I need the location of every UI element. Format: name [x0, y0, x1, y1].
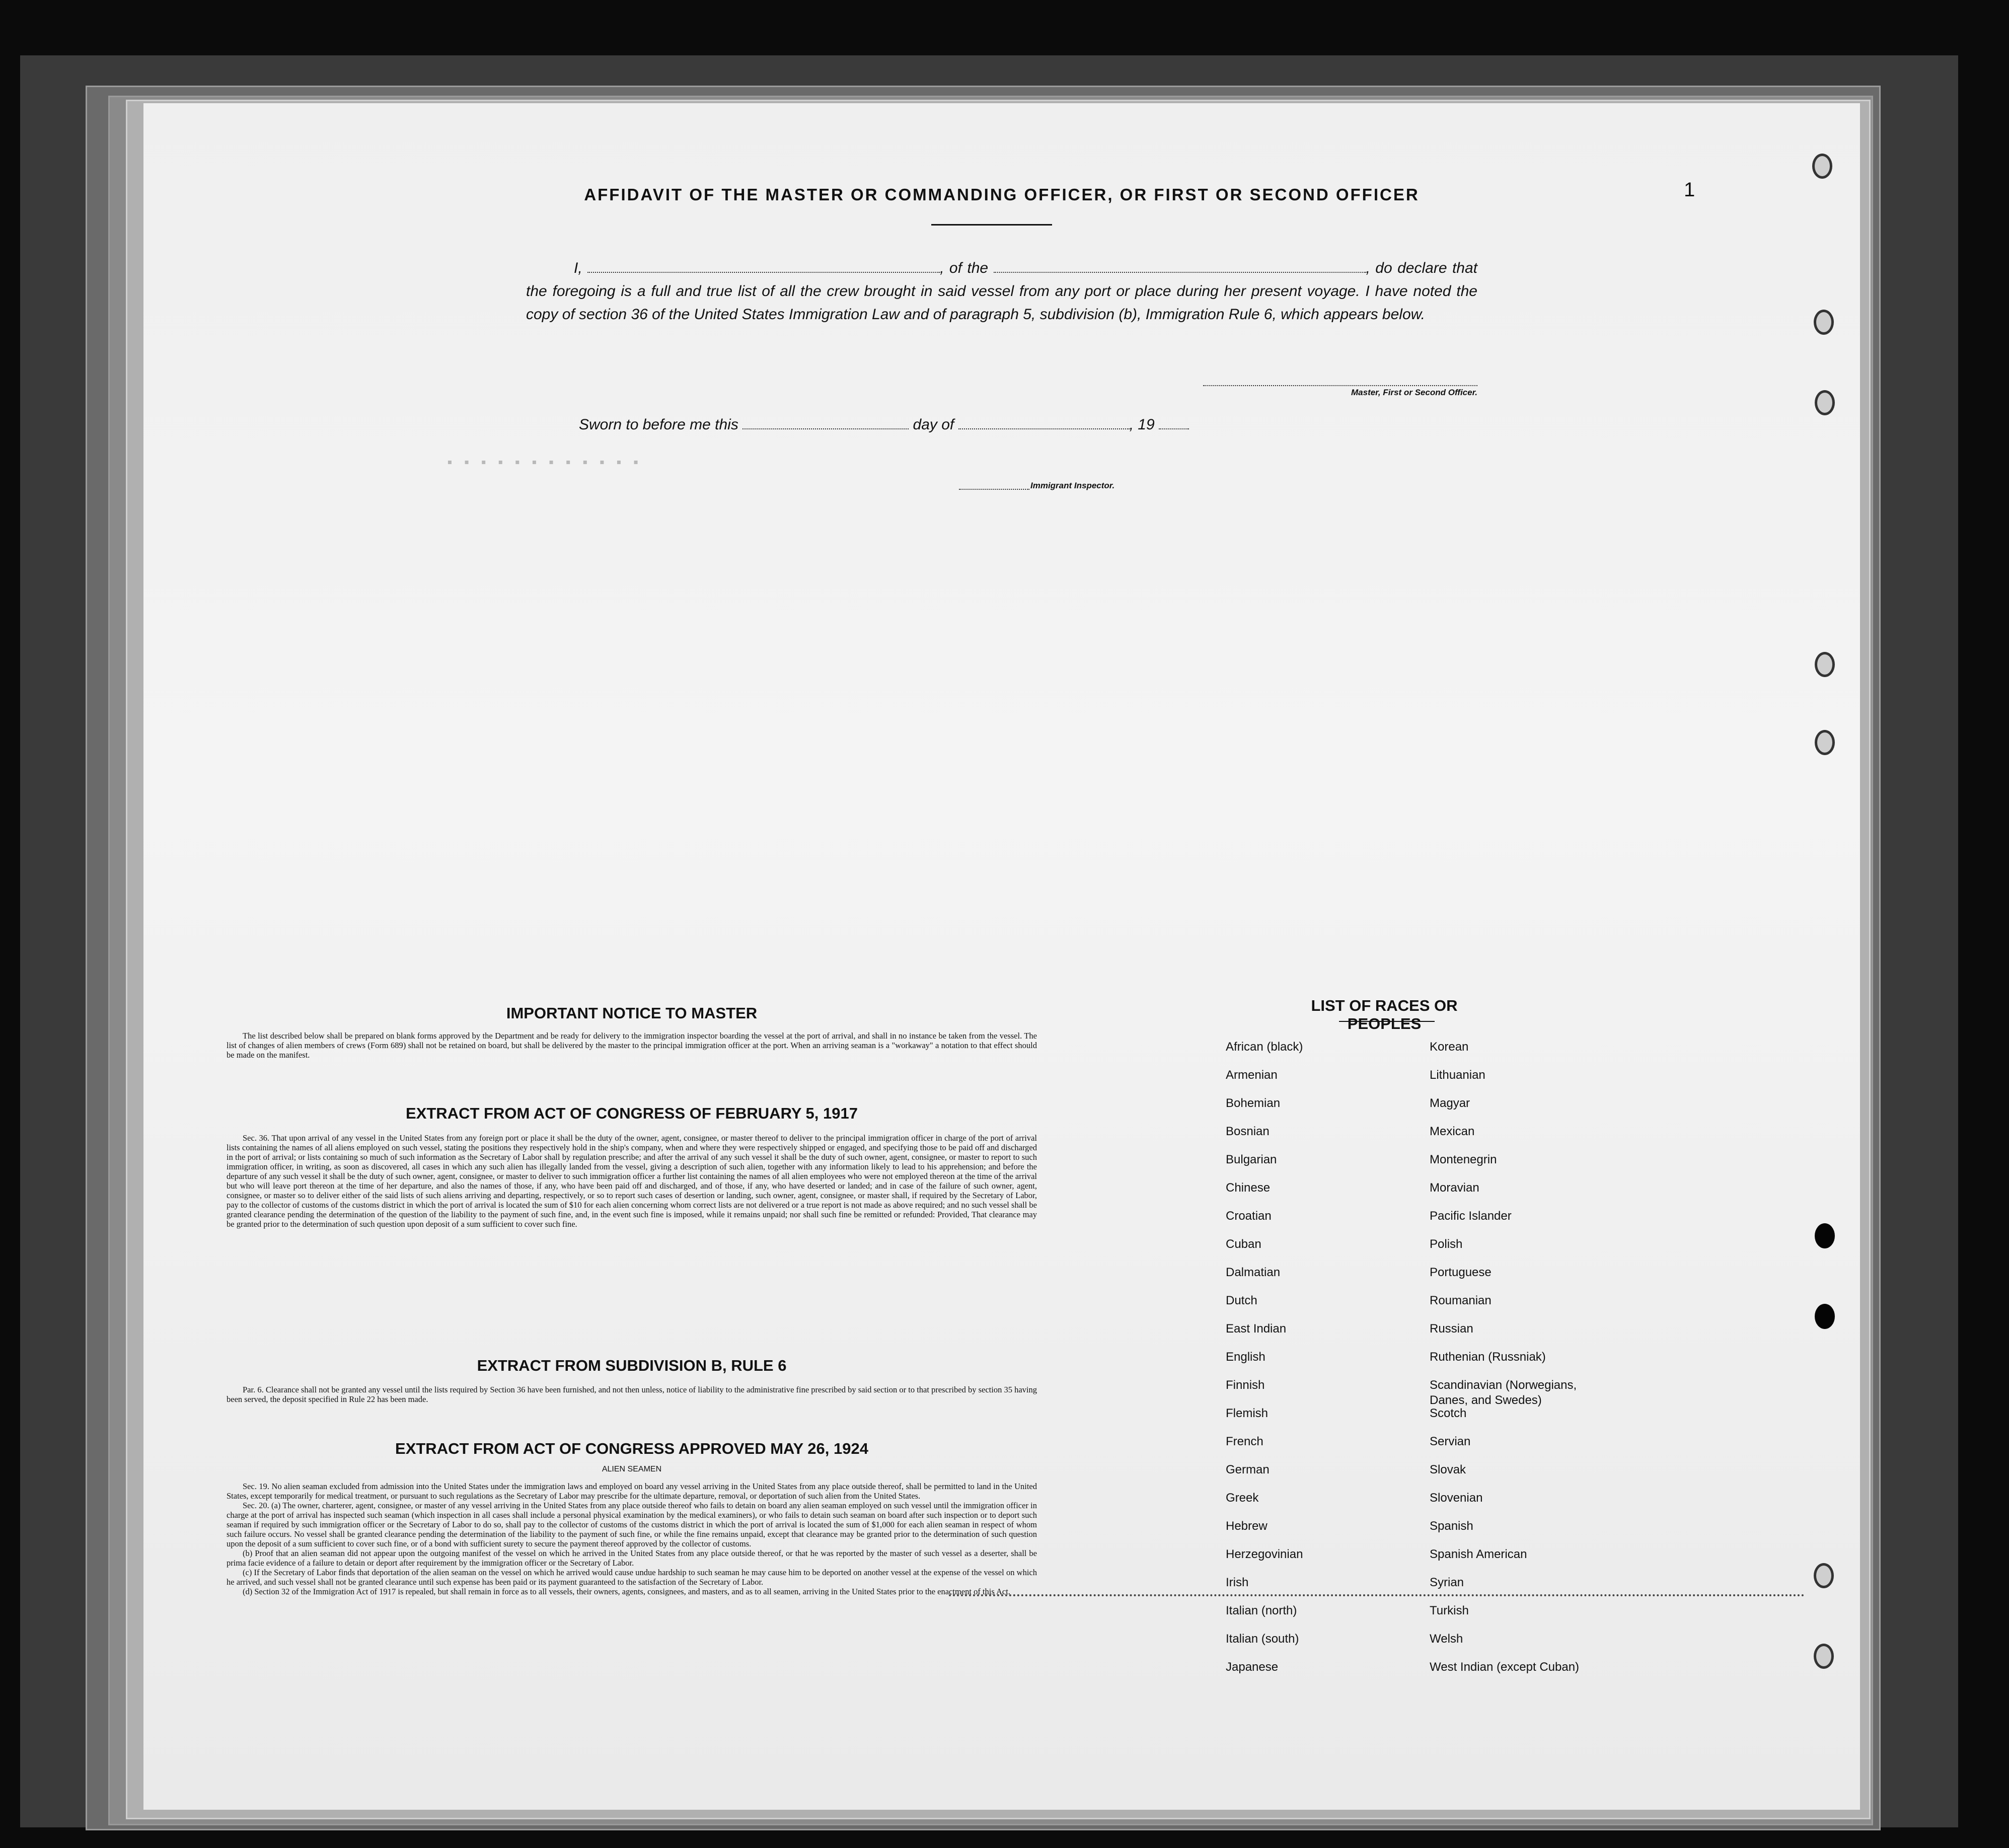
race-item: Ruthenian (Russniak) [1430, 1350, 1546, 1364]
sworn-year-field[interactable] [1159, 415, 1189, 429]
sworn-day-of: day of [913, 416, 954, 433]
race-item: Herzegovinian [1226, 1547, 1303, 1561]
race-item: Slovenian [1430, 1491, 1483, 1505]
race-item: Italian (south) [1226, 1632, 1299, 1646]
race-item: Moravian [1430, 1181, 1479, 1195]
punch-hole [1815, 1223, 1835, 1248]
punch-hole [1815, 730, 1835, 755]
races-heading: LIST OF RACES OR PEOPLES [1311, 997, 1458, 1032]
race-item: Turkish [1430, 1604, 1469, 1617]
race-item: German [1226, 1463, 1270, 1476]
punch-hole [1812, 154, 1832, 179]
race-item: Mexican [1430, 1125, 1475, 1138]
race-item: Scotch [1430, 1407, 1467, 1420]
race-item: Irish [1226, 1576, 1249, 1589]
race-item: Welsh [1430, 1632, 1463, 1646]
race-item: Bohemian [1226, 1096, 1281, 1110]
races-underline [1339, 1021, 1435, 1022]
punch-hole [1814, 310, 1834, 335]
sworn-day-field[interactable] [742, 415, 909, 429]
race-item: Russian [1430, 1322, 1473, 1336]
affidavit-of-the: , of the [940, 260, 989, 276]
races-right-column [1430, 1040, 1691, 1688]
bleed-through-row: ▪ ▪ ▪ ▪ ▪ ▪ ▪ ▪ ▪ ▪ ▪ ▪ [445, 456, 640, 471]
sec-20b-paragraph: (b) Proof that an alien seaman did not appear upon the outgoing manifest of the vessel on which he arrived in the United States from any place outside thereof, or that he was reported by the master of such vessel as a deserter, shall be prima facie evidence of a failure to detain or deport after requirement by the immigration officer or the Secretary of Labor. [227, 1548, 1037, 1568]
affidavit-text [526, 257, 1477, 326]
notice-paragraph: The list described below shall be prepared on blank forms approved by the Department and be ready for delivery to the immigration inspector boarding the vessel at the port of arrival, and shall in no instance be taken from the vessel. The list of changes of alien members of crews (Form 689) shall not be retained on board, but shall be delivered by the master to the principal immigration officer at the port. When an arriving seaman is a "workaway" a notation to that effect should be made on the manifest. [227, 1031, 1037, 1060]
sec-36-paragraph: Sec. 36. That upon arrival of any vessel in the United States from any foreign port or place it shall be the duty of the owner, agent, consignee, or master thereof to deliver to the principal immigration officer in charge of the port of arrival lists containing the names of all aliens employed on such vessel, stating the positions they respectively hold in the ship's company, when and where they were respectively shipped or engaged, and specifying those to be paid off and discharged in the port of arrival; or lists containing so much of such information as the Secretary of Labor shall by regulation prescribe; and after the arrival of any such vessel it shall be the duty of such owner, agent, consignee, or master to report to such immigration officer, in writing, as soon as discovered, all cases in which any such alien has illegally landed from the vessel, giving a description of such alien, together with any information likely to lead to his apprehension; and before the departure of any such vessel it shall be the duty of such owner, agent, consignee, or master to deliver to such immigration officer a further list containing the names of all alien employees who were not employed thereon at the time of the arrival but who will leave port thereon at the time of her departure, and also the names of those, if any, who have been paid off and discharged, and of those, if any, who have deserted or landed; and in case of the failure of such owner, agent, consignee, or master so to deliver either of the said lists of such aliens arriving and departing, respectively, or so to report such cases of desertion or landing, such owner, agent, consignee, or master shall, if required by the Secretary of Labor, pay to the collector of customs of the customs district in which the port of arrival is located the sum of $10 for each alien concerning whom correct lists are not delivered or a true report is not made as above required; and no such vessel shall be granted clearance pending the determination of the question of the liability to the payment of such fine, and, in the event such fine is imposed, while it remains unpaid; nor shall such fine be remitted or refunded: Provided, That clearance may be granted prior to the determination of such question upon deposit of a sum sufficient to cover such fine. [227, 1133, 1037, 1229]
sworn-line [579, 415, 1189, 433]
punch-hole [1814, 1563, 1834, 1588]
race-item: Magyar [1430, 1096, 1470, 1110]
race-item: Lithuanian [1430, 1068, 1485, 1082]
affidavit-do-declare: , do declare [1366, 260, 1447, 276]
affidavit-body: that the foregoing is a full and true list of all the crew brought in said vessel from any port or place during her present voyage. I have noted the copy of section 36 of the United States Immigration Law and of paragraph 5, subdivision (b), Immigration Rule 6, which appears below. [526, 260, 1478, 323]
vessel-name-field[interactable] [994, 259, 1366, 273]
race-item: English [1226, 1350, 1266, 1364]
race-item: Japanese [1226, 1660, 1279, 1674]
race-item: Pacific Islander [1430, 1209, 1512, 1223]
inspector-label: Immigrant Inspector. [1030, 481, 1115, 490]
race-item: Spanish American [1430, 1547, 1527, 1561]
punch-hole [1814, 1644, 1834, 1669]
race-item: Flemish [1226, 1407, 1269, 1420]
race-item: Scandinavian (Norwegians, Danes, and Swedes) [1430, 1378, 1577, 1407]
race-item: Cuban [1226, 1237, 1261, 1251]
signature-label: Master, First or Second Officer. [1351, 388, 1477, 397]
inspector-signature-field[interactable] [959, 489, 1029, 490]
extract-rule6-text [227, 1385, 1037, 1404]
race-item: Dutch [1226, 1294, 1257, 1307]
race-item: East Indian [1226, 1322, 1287, 1336]
notice-text [227, 1031, 1037, 1060]
notice-heading: IMPORTANT NOTICE TO MASTER [506, 1004, 758, 1022]
race-item: Bulgarian [1226, 1153, 1277, 1166]
punch-hole [1815, 652, 1835, 677]
race-item: French [1226, 1435, 1263, 1448]
race-item: Croatian [1226, 1209, 1272, 1223]
punch-hole [1815, 390, 1835, 415]
race-item: Italian (north) [1226, 1604, 1297, 1617]
race-item: Syrian [1430, 1576, 1464, 1589]
extract-1924-text [227, 1482, 1037, 1596]
sec-20d-paragraph: (d) Section 32 of the Immigration Act of 1917 is repealed, but shall remain in force as to all vessels, their owners, agents, consignees, and masters, and as to all seamen, arriving in the United States prior to the enactment of this Act. [243, 1587, 1010, 1596]
race-item: West Indian (except Cuban) [1430, 1660, 1580, 1674]
race-item: Korean [1430, 1040, 1469, 1054]
affidavit-title: AFFIDAVIT OF THE MASTER OR COMMANDING OFFICER, OR FIRST OR SECOND OFFICER [584, 185, 1420, 204]
extract-1924-heading: EXTRACT FROM ACT OF CONGRESS APPROVED MAY 26, 1924 [395, 1440, 868, 1457]
extract-rule6-heading: EXTRACT FROM SUBDIVISION B, RULE 6 [477, 1357, 787, 1374]
race-item: Greek [1226, 1491, 1259, 1505]
race-item: Finnish [1226, 1378, 1265, 1392]
alien-seamen-subheading: ALIEN SEAMEN [602, 1465, 662, 1473]
form-page [143, 103, 1860, 1810]
title-underline [931, 224, 1052, 226]
race-item: Servian [1430, 1435, 1471, 1448]
race-item: Armenian [1226, 1068, 1278, 1082]
race-item: Roumanian [1430, 1294, 1492, 1307]
race-item: Dalmatian [1226, 1266, 1281, 1279]
extract-1917-heading: EXTRACT FROM ACT OF CONGRESS OF FEBRUARY 5, 1917 [406, 1104, 858, 1122]
punch-hole [1815, 1304, 1835, 1329]
race-item: African (black) [1226, 1040, 1303, 1054]
par-6-paragraph: Par. 6. Clearance shall not be granted any vessel until the lists required by Section 36 have been furnished, and not then unless, notice of liability to the administrative fine prescribed by said section or to that prescribed by section 35 having been served, the deposit specified in Rule 22 has been made. [227, 1385, 1037, 1404]
officer-name-field[interactable] [587, 259, 940, 273]
race-item: Spanish [1430, 1519, 1473, 1533]
affidavit-i: I, [574, 260, 582, 276]
sworn-year-prefix: , 19 [1129, 416, 1155, 433]
race-item: Bosnian [1226, 1125, 1270, 1138]
race-item: Chinese [1226, 1181, 1271, 1195]
dotted-divider [949, 1594, 1805, 1596]
sec-20c-paragraph: (c) If the Secretary of Labor finds that deportation of the alien seaman on the vessel on which he arrived would cause undue hardship to such seaman he may cause him to be deported on another vessel at the expense of the vessel on which he arrived, and such vessel shall not be granted clearance until such expense has been paid or its payment guaranteed to the satisfaction of the Secretary of Labor. [227, 1568, 1037, 1587]
race-item: Hebrew [1226, 1519, 1268, 1533]
races-left-column [1226, 1040, 1417, 1688]
sec-20a-paragraph: Sec. 20. (a) The owner, charterer, agent, consignee, or master of any vessel arriving in the United States from any place outside thereof who fails to detain on board any alien seaman employed on such vessel until the immigration officer in charge at the port of arrival has inspected such seaman (which inspection in all cases shall include a personal physical examination by the medical examiners), or who fails to detain such seaman on board after such inspection or to deport such seaman if required by such immigration officer or the Secretary of Labor to do so, shall pay to the collector of customs of the customs district in which the port of arrival is located the sum of $1,000 for each alien seaman in respect of whom such failure occurs. No vessel shall be granted clearance pending the determination of the liability to the payment of such fine, or while the fine remains unpaid, except that clearance may be granted prior to the determination of such question upon the deposit of a sum sufficient to cover such fine, or of a bond with sufficient surety to secure the payment thereof approved by the collector of customs. [227, 1501, 1037, 1548]
race-item: Polish [1430, 1237, 1463, 1251]
sec-19-paragraph: Sec. 19. No alien seaman excluded from admission into the United States under the immigration laws and employed on board any vessel arriving in the United States from any place outside thereof, shall be permitted to land in the United States, except temporarily for medical treatment, or pursuant to such regulations as the Secretary of Labor may prescribe for the ultimate departure, removal, or deportation of such alien from the United States. [227, 1482, 1037, 1501]
sworn-prefix: Sworn to before me this [579, 416, 738, 433]
race-item: Slovak [1430, 1463, 1466, 1476]
signature-field[interactable] [1203, 385, 1477, 386]
sworn-month-field[interactable] [958, 415, 1130, 429]
page-number: 1 [1684, 179, 1695, 201]
extract-1917-text [227, 1133, 1037, 1229]
race-item: Portuguese [1430, 1266, 1492, 1279]
race-item: Montenegrin [1430, 1153, 1497, 1166]
